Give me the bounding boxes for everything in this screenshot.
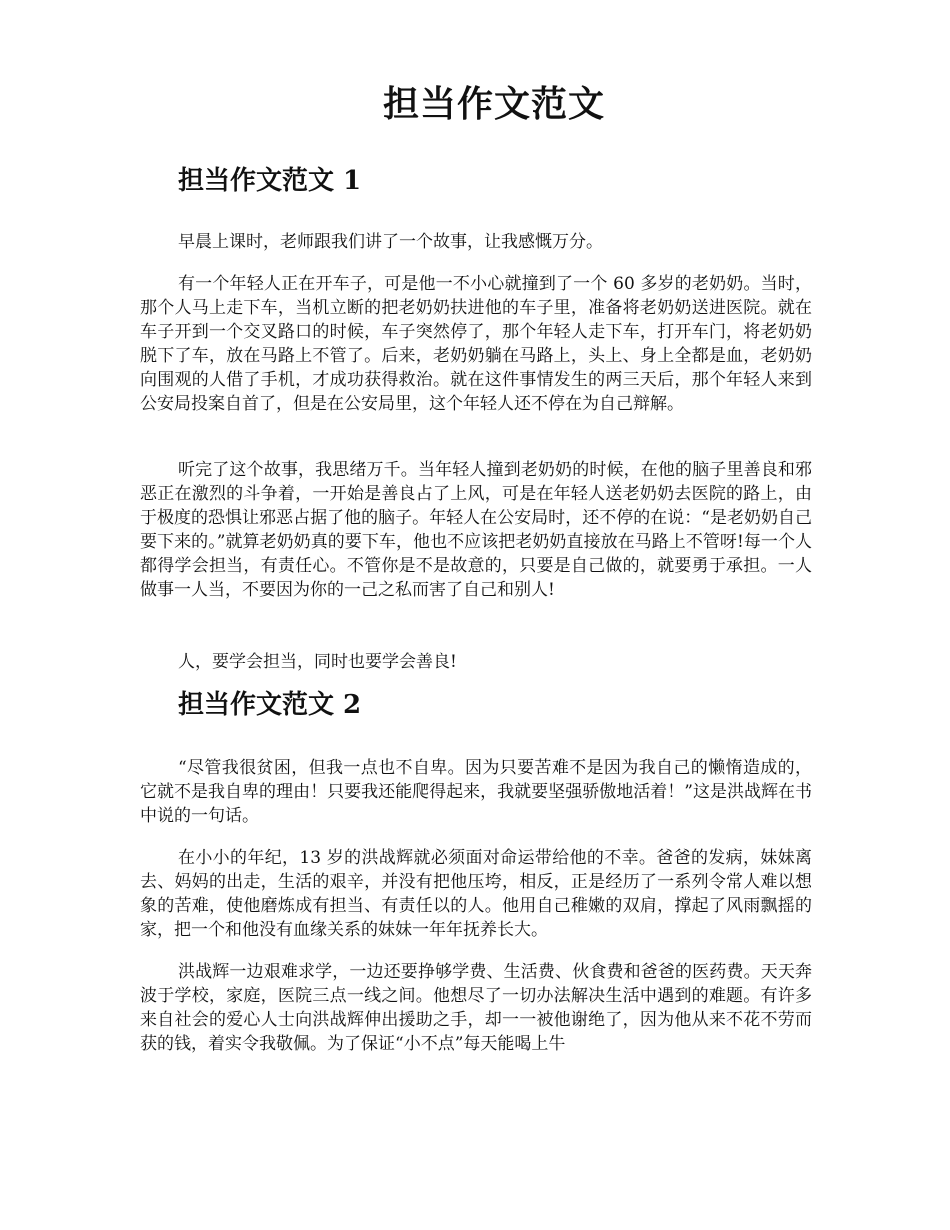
section-2-paragraph-1: “尽管我很贫困，但我一点也不自卑。因为只要苦难不是因为我自己的懒惰造成的，它就不是我自卑的理由！只要我还能爬得起来，我就要坚强骄傲地活着！”这是洪战辉在书中说的一句话。 — [140, 758, 812, 826]
section-2-paragraph-2: 在小小的年纪，13 岁的洪战辉就必须面对命运带给他的不幸。爸爸的发病，妹妹离去、妈妈的出走，生活的艰辛，并没有把他压垮，相反，正是经历了一系列令常人难以想象的苦难，使他磨炼成有担当、有责任以的人。他用自己稚嫩的双肩，撑起了风雨飘摇的家，把一个和他没有血缘关系的妹妹一年年抚养长大。 — [140, 848, 812, 940]
section-2-paragraph-3: 洪战辉一边艰难求学，一边还要挣够学费、生活费、伙食费和爸爸的医药费。天天奔波于学校，家庭，医院三点一线之间。他想尽了一切办法解决生活中遇到的难题。有许多来自社会的爱心人士向洪战辉伸出援助之手，却一一被他谢绝了，因为他从来不花不劳而获的钱，着实令我敬佩。为了保证“小不点”每天能喝上牛 — [140, 962, 812, 1054]
section-2-heading: 担当作文范文 2 — [178, 690, 362, 720]
section-1-paragraph-2: 有一个年轻人正在开车子，可是他一不小心就撞到了一个 60 多岁的老奶奶。当时，那个人马上走下车，当机立断的把老奶奶扶进他的车子里，准备将老奶奶送进医院。就在车子开到一个交叉路口的时候，车子突然停了，那个年轻人走下车，打开车门，将老奶奶脱下了车，放在马路上不管了。后来，老奶奶躺在马路上，头上、身上全都是血，老奶奶向围观的人借了手机，才成功获得救治。就在这件事情发生的两三天后，那个年轻人来到公安局投案自首了，但是在公安局里，这个年轻人还不停在为自己辩解。 — [140, 274, 812, 414]
section-1-paragraph-4: 人，要学会担当，同时也要学会善良! — [178, 652, 457, 672]
document-title: 担当作文范文 — [382, 83, 605, 125]
section-1-paragraph-1: 早晨上课时，老师跟我们讲了一个故事，让我感慨万分。 — [178, 232, 603, 252]
section-1-paragraph-3: 听完了这个故事，我思绪万千。当年轻人撞到老奶奶的时候，在他的脑子里善良和邪恶正在激烈的斗争着，一开始是善良占了上风，可是在年轻人送老奶奶去医院的路上，由于极度的恐惧让邪恶占据了他的脑子。年轻人在公安局时，还不停的在说：“是老奶奶自己要下来的。”就算老奶奶真的要下车，他也不应该把老奶奶直接放在马路上不管呀!每一个人都得学会担当，有责任心。不管你是不是故意的，只要是自己做的，就要勇于承担。一人做事一人当，不要因为你的一己之私而害了自己和别人! — [140, 460, 812, 600]
section-1-heading: 担当作文范文 1 — [178, 166, 362, 196]
